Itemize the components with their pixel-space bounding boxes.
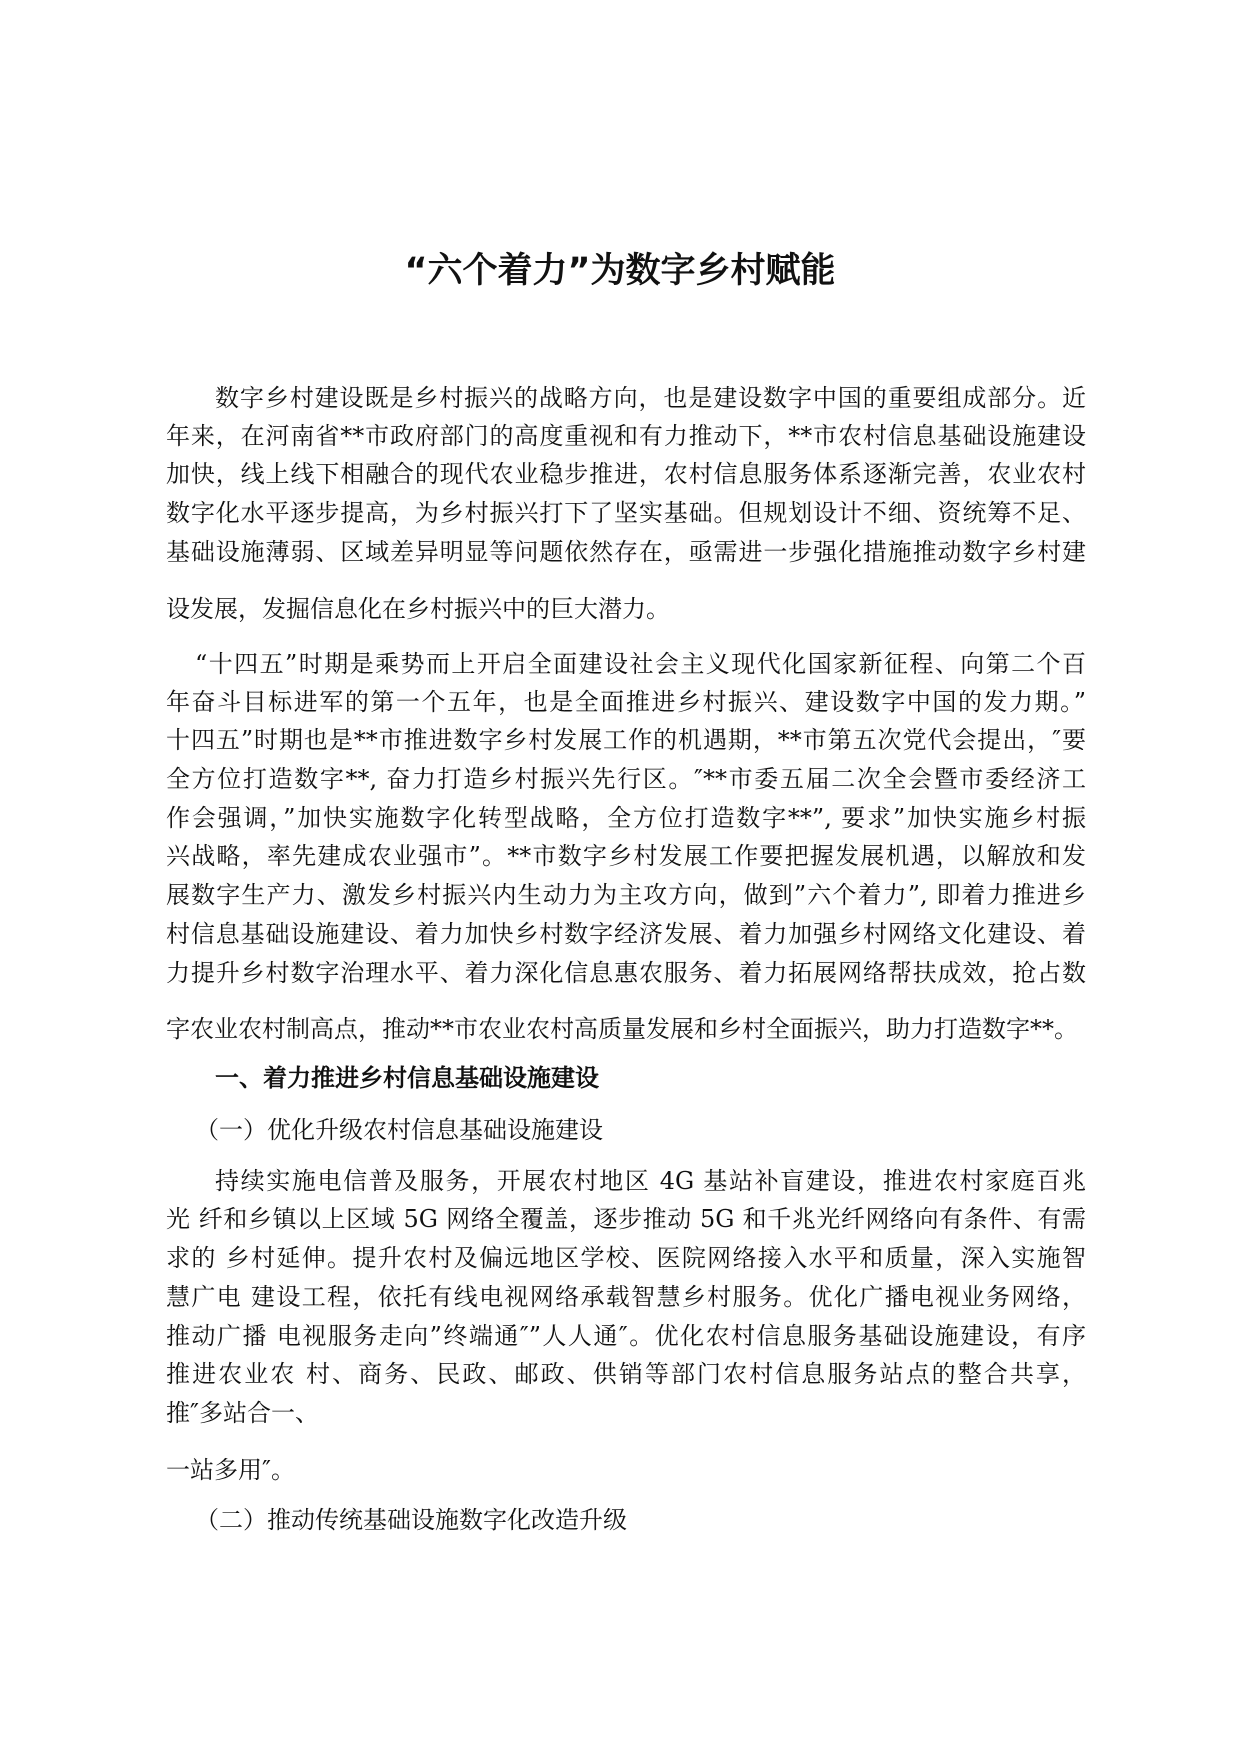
paragraph-2-line-3: 十四五”时期也是**市推进数字乡村发展工作的机遇期，**市第五次党代会提出，″要 <box>166 726 1086 754</box>
paragraph-3-line-8: 一站多用″。 <box>166 1456 295 1484</box>
paragraph-1-line-2: 年来，在河南省**市政府部门的高度重视和有力推动下，**市农村信息基础设施建设 <box>166 422 1086 450</box>
paragraph-2-line-9: 力提升乡村数字治理水平、着力深化信息惠农服务、着力拓展网络帮扶成效，抢占数 <box>166 959 1086 987</box>
paragraph-3-line-5: 推动广播 电视服务走向”终端通″”人人通″。优化农村信息服务基础设施建设，有序 <box>166 1322 1086 1350</box>
paragraph-3-line-4: 慧广电 建设工程，依托有线电视网络承载智慧乡村服务。优化广播电视业务网络， <box>166 1283 1086 1311</box>
section-1-heading: 一、着力推进乡村信息基础设施建设 <box>215 1064 599 1092</box>
paragraph-1-line-5: 基础设施薄弱、区域差异明显等问题依然存在，亟需进一步强化措施推动数字乡村建 <box>166 538 1086 566</box>
paragraph-3-line-2: 光 纤和乡镇以上区域 5G 网络全覆盖，逐步推动 5G 和千兆光纤网络向有条件、有需 <box>166 1205 1086 1233</box>
paragraph-1-line-4: 数字化水平逐步提高，为乡村振兴打下了坚实基础。但规划设计不细、资统筹不足、 <box>166 499 1086 527</box>
paragraph-3-line-6: 推进农业农 村、商务、民政、邮政、供销等部门农村信息服务站点的整合共享， <box>166 1360 1086 1388</box>
paragraph-1-line-3: 加快，线上线下相融合的现代农业稳步推进，农村信息服务体系逐渐完善，农业农村 <box>166 460 1086 488</box>
subsection-1-heading: （一）优化升级农村信息基础设施建设 <box>195 1116 603 1144</box>
paragraph-3-line-3: 求的 乡村延伸。提升农村及偏远地区学校、医院网络接入水平和质量，深入实施智 <box>166 1244 1086 1272</box>
paragraph-2-line-10: 字农业农村制高点，推动**市农业农村高质量发展和乡村全面振兴，助力打造数字**。 <box>166 1015 1078 1043</box>
paragraph-2-line-7: 展数字生产力、激发乡村振兴内生动力为主攻方向，做到”六个着力”, 即着力推进乡 <box>166 881 1086 909</box>
paragraph-2-line-4: 全方位打造数字**, 奋力打造乡村振兴先行区。″**市委五届二次全会暨市委经济工 <box>166 765 1086 793</box>
subsection-2-heading: （二）推动传统基础设施数字化改造升级 <box>195 1506 627 1534</box>
document-title: “六个着力”为数字乡村赋能 <box>404 251 836 291</box>
paragraph-2-line-8: 村信息基础设施建设、着力加快乡村数字经济发展、着力加强乡村网络文化建设、着 <box>166 920 1086 948</box>
paragraph-2-line-6: 兴战略，率先建成农业强市”。**市数字乡村发展工作要把握发展机遇，以解放和发 <box>166 842 1086 870</box>
paragraph-2-line-1: “十四五”时期是乘势而上开启全面建设社会主义现代化国家新征程、向第二个百 <box>195 650 1086 678</box>
paragraph-1-line-1: 数字乡村建设既是乡村振兴的战略方向，也是建设数字中国的重要组成部分。近 <box>215 384 1086 412</box>
paragraph-1-line-6: 设发展，发掘信息化在乡村振兴中的巨大潜力。 <box>166 595 670 623</box>
paragraph-3-line-1: 持续实施电信普及服务，开展农村地区 4G 基站补盲建设，推进农村家庭百兆 <box>215 1167 1086 1195</box>
paragraph-2-line-5: 作会强调，”加快实施数字化转型战略，全方位打造数字**”, 要求”加快实施乡村振 <box>166 804 1086 832</box>
paragraph-2-line-2: 年奋斗目标进军的第一个五年，也是全面推进乡村振兴、建设数字中国的发力期。” <box>166 688 1086 716</box>
paragraph-3-line-7: 推″多站合一、 <box>166 1399 319 1427</box>
